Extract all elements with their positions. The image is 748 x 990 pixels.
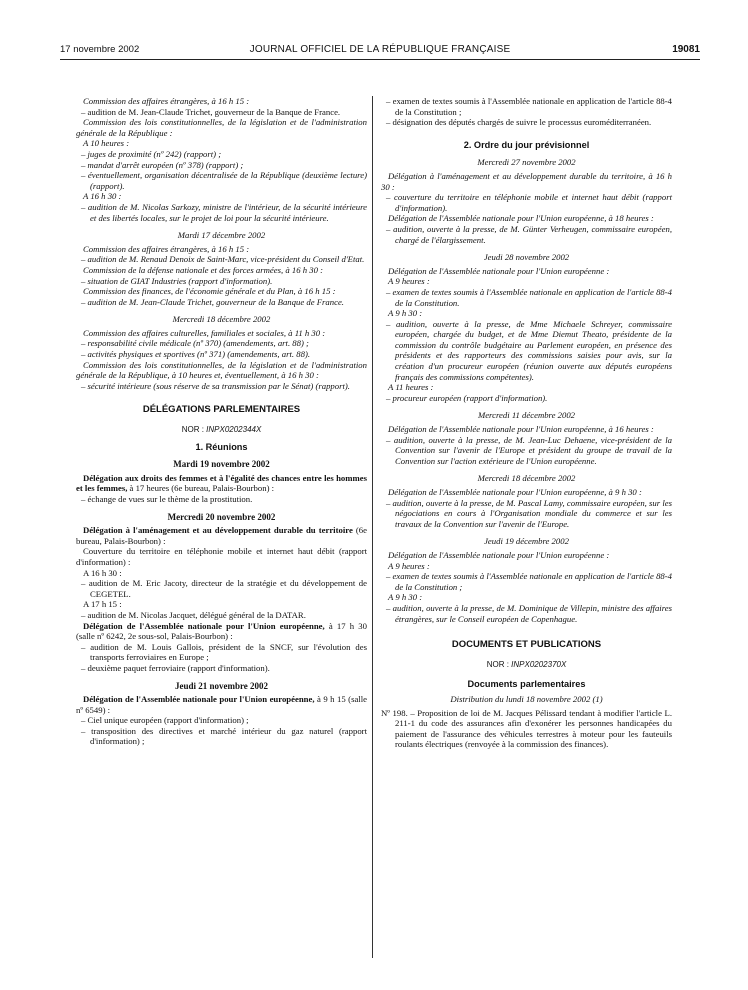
commission-heading: Commission des finances, de l'économie générale et du Plan, à 16 h 15 : — [83, 286, 336, 297]
time-label: A 16 h 30 : — [83, 191, 122, 202]
delegation-name: Délégation de l'Assemblée nationale pour l'Union européenne, — [83, 620, 325, 631]
journal-title: JOURNAL OFFICIEL DE LA RÉPUBLIQUE FRANÇAISE — [249, 44, 511, 55]
agenda-item: – transposition des directives et marché intérieur du gaz naturel (rapport d'information) ; — [81, 725, 367, 747]
delegation-name: Délégation à l'aménagement et au développement durable du territoire — [83, 525, 353, 536]
topic-line: Couverture du territoire en téléphonie mobile et internet haut débit (rapport d'information) : — [76, 546, 367, 567]
agenda-item: – juges de proximité (nº 242) (rapport) ; — [81, 148, 222, 159]
delegation-heading: Délégation de l'Assemblée nationale pour l'Union européenne : — [388, 265, 610, 276]
time-label: A 9 h 30 : — [388, 592, 423, 603]
agenda-item: – audition de M. Nicolas Sarkozy, ministre de l'intérieur, de la sécurité intérieure et des libertés locales, sur le projet de loi pour la sécurité intérieure. — [81, 201, 367, 223]
delegation-heading: Délégation à l'aménagement et au développement durable du territoire, à 16 h 30 : — [381, 170, 672, 192]
delegation-heading: Délégation de l'Assemblée nationale pour l'Union européenne, à 16 heures : — [388, 424, 654, 435]
agenda-item: – deuxième paquet ferroviaire (rapport d'information). — [81, 662, 270, 673]
commission-heading: Commission des affaires étrangères, à 16 h 15 : — [83, 96, 250, 106]
commission-heading: Commission des lois constitutionnelles, de la législation et de l'administration générale de la République : — [76, 117, 367, 138]
delegation-name: Délégation de l'Assemblée nationale pour l'Union européenne, — [83, 694, 315, 705]
nor-code: INPX0202344X — [206, 425, 262, 435]
agenda-item: – sécurité intérieure (sous réserve de sa transmission par le Sénat) (rapport). — [81, 380, 350, 391]
page-header — [60, 44, 700, 58]
date-heading: Mardi 19 novembre 2002 — [173, 459, 270, 470]
subsection-title: 2. Ordre du jour prévisionnel — [463, 139, 590, 150]
agenda-item: – audition de M. Renaud Denoix de Saint-Marc, vice-président du Conseil d'Etat. — [81, 254, 365, 265]
agenda-item: – échange de vues sur le thème de la prostitution. — [81, 494, 253, 504]
agenda-item: – examen de textes soumis à l'Assemblée nationale en application de l'article 88-4 de la Constitution. — [386, 286, 672, 308]
agenda-item: – audition de M. Jean-Claude Trichet, gouverneur de la Banque de France. — [81, 106, 341, 117]
date-heading: Mercredi 27 novembre 2002 — [477, 157, 576, 168]
time-label: A 9 h 30 : — [388, 308, 423, 319]
commission-heading: Commission des affaires étrangères, à 16 h 15 : — [83, 243, 250, 254]
time-label: A 9 heures : — [388, 560, 430, 571]
agenda-item: – couverture du territoire en téléphonie mobile et internet haut débit (rapport d'information). — [386, 192, 672, 213]
agenda-item: – procureur européen (rapport d'information). — [386, 392, 548, 403]
nor-label: NOR : — [181, 425, 204, 435]
nor-reference — [76, 425, 367, 436]
date-heading: Mercredi 18 décembre 2002 — [172, 314, 271, 325]
section-title: DOCUMENTS ET PUBLICATIONS — [451, 639, 602, 651]
header-date: 17 novembre 2002 — [60, 44, 140, 55]
document-entry: Nº 198. – Proposition de loi de M. Jacques Pélissard tendant à modifier l'article L. 211-1 du code des assurances afin d'exonérer les personnes handicapées du paiement de l'assurance des véhicules terrestres à moteur pour les fauteuils roulants électriques (renvoyée à la commission des finances). — [381, 707, 672, 750]
time-label: A 16 h 30 : — [83, 567, 122, 578]
time-label: A 10 heures : — [83, 138, 130, 149]
nor-label: NOR : — [486, 659, 509, 669]
date-heading: Jeudi 28 novembre 2002 — [483, 252, 570, 263]
delegation-heading — [76, 473, 367, 494]
agenda-item: – audition, ouverte à la presse, de M. Jean-Luc Dehaene, vice-président de la Convention sur l'avenir de l'Europe et président du groupe de travail de la Convention sur l'action extérieure de l'Union européenne. — [386, 434, 672, 466]
agenda-item: – désignation des députés chargés de suivre le processus euroméditerranéen. — [386, 117, 652, 128]
delegation-heading — [76, 621, 367, 642]
time-label: A 9 heures : — [388, 276, 430, 287]
delegation-heading: Délégation de l'Assemblée nationale pour l'Union européenne, à 18 heures : — [388, 213, 654, 224]
agenda-item: – activités physiques et sportives (nº 371) (amendements, art. 88). — [81, 349, 311, 360]
date-heading: Mercredi 11 décembre 2002 — [477, 410, 576, 421]
agenda-item: – mandat d'arrêt européen (nº 378) (rapport) ; — [81, 159, 244, 170]
agenda-item: – audition de M. Nicolas Jacquet, délégué général de la DATAR. — [81, 609, 306, 620]
delegation-heading: Délégation de l'Assemblée nationale pour l'Union européenne : — [388, 549, 610, 560]
commission-heading: Commission de la défense nationale et des forces armées, à 16 h 30 : — [83, 264, 323, 275]
nor-reference — [381, 660, 672, 671]
page-number: 19081 — [672, 44, 700, 55]
agenda-item: – audition, ouverte à la presse, de M. Pascal Lamy, commissaire européen, sur les négociations en cours à l'Organisation mondiale du commerce et sur les travaux de la Convention sur l'avenir de l'Europe. — [386, 497, 672, 529]
time-label: A 17 h 15 : — [83, 599, 122, 610]
agenda-item: – responsabilité civile médicale (nº 370) (amendements, art. 88) ; — [81, 338, 309, 349]
agenda-item: – examen de textes soumis à l'Assemblée nationale en application de l'article 88-4 de la Constitution ; — [386, 571, 672, 592]
date-heading: Mercredi 18 décembre 2002 — [477, 473, 576, 484]
agenda-item: – audition, ouverte à la presse, de Mme Michaele Schreyer, commissaire européen, chargée du budget, et de Mme Diemut Theato, présidente de la commission du contrôle budgétaire au Parlement européen, en présence des présidents et des rapporteurs des commissions saisies pour avis, sur la création d'un procureur européen (réunion ouverte aux députés européens français des commissions compétentes). — [386, 318, 672, 382]
agenda-item: – examen de textes soumis à l'Assemblée nationale en application de l'article 88-4 de la Constitution ; — [386, 96, 672, 117]
header-rule — [60, 59, 700, 60]
agenda-item: – situation de GIAT Industries (rapport d'information). — [81, 275, 273, 286]
agenda-item: – audition de M. Eric Jacoty, directeur de la stratégie et du développement de CEGETEL. — [81, 578, 367, 599]
subsection-title: Documents parlementaires — [467, 679, 586, 690]
agenda-item: – Ciel unique européen (rapport d'information) ; — [81, 715, 249, 726]
date-heading: Mardi 17 décembre 2002 — [177, 230, 266, 241]
agenda-item: – audition de M. Louis Gallois, président de la SNCF, sur l'évolution des transports ferroviaires en Europe ; — [81, 641, 367, 663]
date-heading: Mercredi 20 novembre 2002 — [167, 511, 276, 522]
right-column — [381, 96, 672, 750]
delegation-heading — [76, 694, 367, 715]
delegation-heading: Délégation de l'Assemblée nationale pour l'Union européenne, à 9 h 30 : — [388, 487, 642, 497]
delegation-details: à 17 h 30 (salle nº 6242, 2e sous-sol, Palais-Bourbon) : — [76, 620, 367, 642]
agenda-item: – audition de M. Jean-Claude Trichet, gouverneur de la Banque de France. — [81, 296, 344, 307]
subsection-title: 1. Réunions — [195, 441, 248, 452]
delegation-details: à 9 h 15 (salle nº 6549) : — [76, 694, 367, 715]
date-heading: Jeudi 21 novembre 2002 — [174, 680, 269, 691]
delegation-name: Délégation aux droits des femmes et à l'égalité des chances entre les hommes et les femmes, — [76, 472, 367, 494]
agenda-item: – audition, ouverte à la presse, de M. Günter Verheugen, commissaire européen, chargé de l'élargissement. — [386, 223, 672, 245]
delegation-heading — [76, 525, 367, 546]
nor-code: INPX0202370X — [511, 659, 567, 669]
time-label: A 11 heures : — [388, 382, 434, 393]
agenda-item: – audition, ouverte à la presse, de M. Dominique de Villepin, ministre des affaires étrangères, sur le Conseil européen de Copenhague. — [386, 602, 672, 624]
delegation-details: (6e bureau, Palais-Bourbon) : — [76, 525, 368, 546]
commission-heading: Commission des lois constitutionnelles, de la législation et de l'administration générale de la République, à 10 heures et, éventuellement, à 16 h 30 : — [76, 359, 367, 381]
distribution-line: Distribution du lundi 18 novembre 2002 (1) — [450, 693, 603, 704]
date-heading: Jeudi 19 décembre 2002 — [484, 536, 569, 547]
section-title: DÉLÉGATIONS PARLEMENTAIRES — [142, 404, 301, 416]
column-divider — [372, 96, 373, 958]
agenda-item: – éventuellement, organisation décentralisée de la République (deuxième lecture) (rapport). — [81, 170, 367, 191]
commission-heading: Commission des affaires culturelles, familiales et sociales, à 11 h 30 : — [83, 327, 326, 338]
delegation-details: à 17 heures (6e bureau, Palais-Bourbon) : — [127, 483, 275, 494]
left-column — [76, 96, 367, 747]
